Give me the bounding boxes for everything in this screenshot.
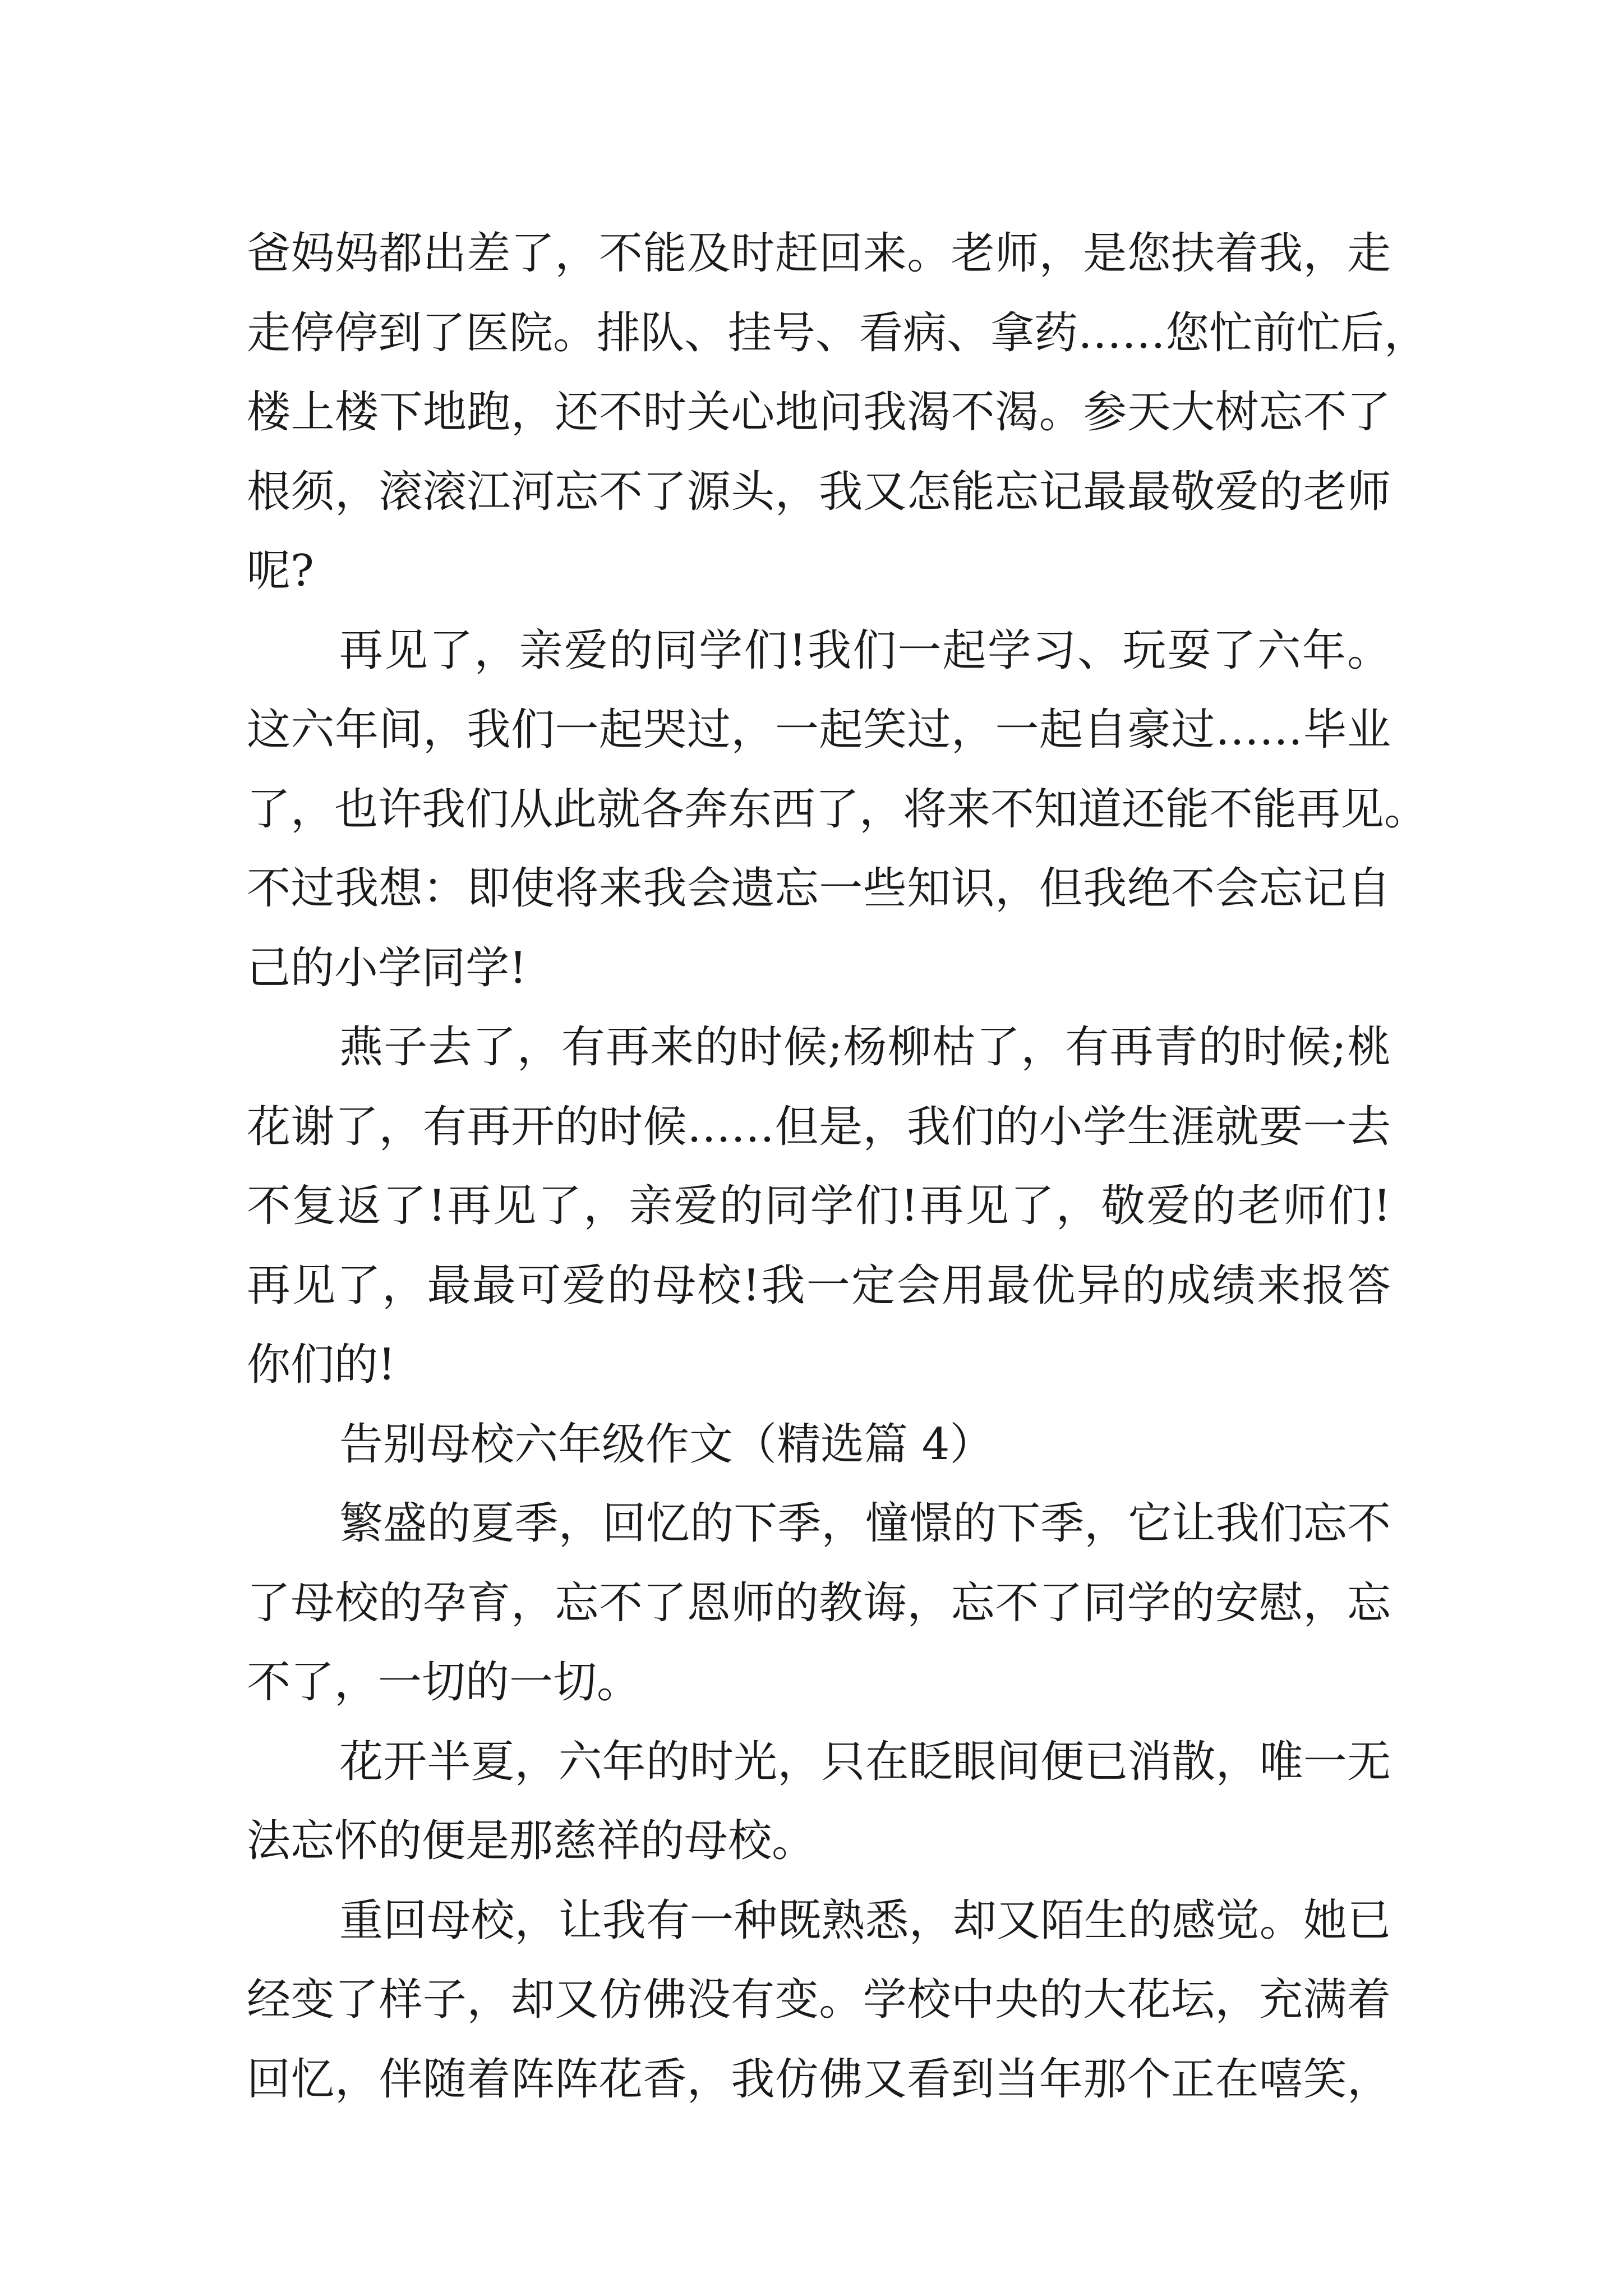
text-line: 你们的! (247, 1340, 396, 1390)
text-line: 了，也许我们从此就各奔东西了，将来不知道还能不能再见。 (247, 784, 1428, 835)
paragraph (247, 1008, 1391, 1405)
text-line: 花谢了，有再开的时候……但是，我们的小学生涯就要一去 (247, 1101, 1391, 1152)
text-line: 再见了，亲爱的同学们!我们一起学习、玩耍了六年。 (339, 625, 1391, 676)
text-line: 繁盛的夏季，回忆的下季，憧憬的下季，它让我们忘不 (339, 1498, 1391, 1549)
text-line: 爸妈妈都出差了，不能及时赶回来。老师，是您扶着我，走 (247, 228, 1391, 279)
text-line: 不复返了!再见了，亲爱的同学们!再见了，敬爱的老师们! (247, 1181, 1391, 1231)
text-line: 了母校的孕育，忘不了恩师的教诲，忘不了同学的安慰，忘 (247, 1577, 1391, 1628)
text-line: 不了，一切的一切。 (247, 1657, 641, 1708)
paragraph (247, 611, 1428, 1009)
text-line: 法忘怀的便是那慈祥的母校。 (247, 1816, 816, 1866)
paragraph (247, 1881, 1391, 2120)
essay-body (247, 214, 1428, 2119)
text-line: 根须，滚滚江河忘不了源头，我又怎能忘记最最敬爱的老师 (247, 466, 1391, 517)
text-line: 不过我想：即使将来我会遗忘一些知识，但我绝不会忘记自 (247, 863, 1391, 914)
text-line: 这六年间，我们一起哭过，一起笑过，一起自豪过……毕业 (247, 705, 1391, 755)
text-line: 回忆，伴随着阵阵花香，我仿佛又看到当年那个正在嘻笑， (247, 2054, 1391, 2105)
text-line: 己的小学同学! (247, 942, 527, 993)
text-line: 经变了样子，却又仿佛没有变。学校中央的大花坛，充满着 (247, 1975, 1391, 2025)
text-line: 燕子去了，有再来的时候;杨柳枯了，有再青的时候;桃 (339, 1022, 1391, 1073)
paragraph (247, 214, 1428, 611)
text-line: 呢? (247, 546, 314, 596)
text-line: 再见了，最最可爱的母校!我一定会用最优异的成绩来报答 (247, 1260, 1391, 1311)
text-line: 告别母校六年级作文（精选篇 4） (339, 1419, 994, 1470)
section-heading (247, 1405, 1391, 1485)
paragraph (247, 1484, 1391, 1723)
text-line: 花开半夏，六年的时光，只在眨眼间便已消散，唯一无 (339, 1736, 1391, 1787)
text-line: 走停停到了医院。排队、挂号、看病、拿药……您忙前忙后， (247, 307, 1428, 358)
text-line: 楼上楼下地跑，还不时关心地问我渴不渴。参天大树忘不了 (247, 387, 1391, 438)
text-line: 重回母校，让我有一种既熟悉，却又陌生的感觉。她已 (339, 1895, 1391, 1946)
paragraph (247, 1723, 1391, 1881)
